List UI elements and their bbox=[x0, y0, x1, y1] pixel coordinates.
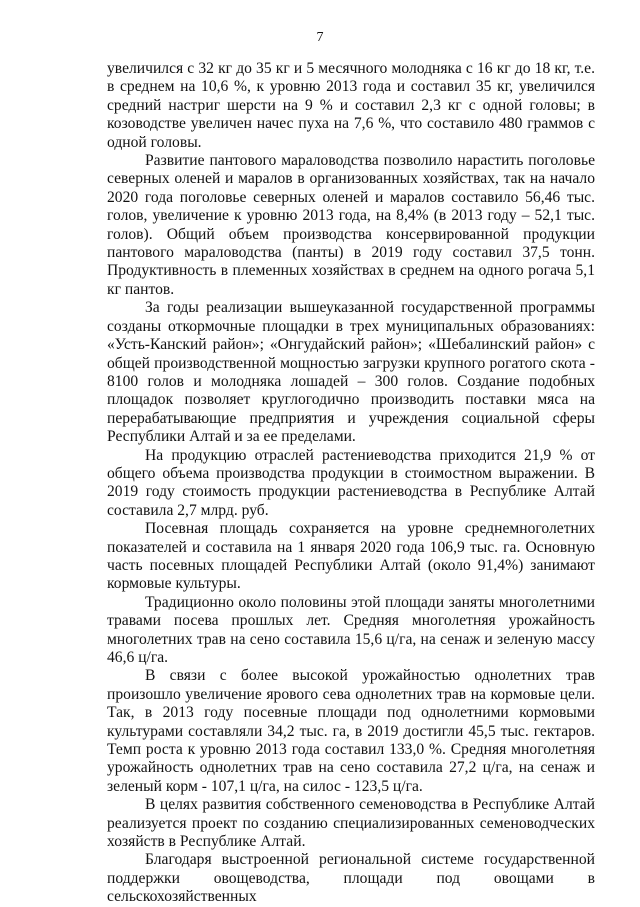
paragraph-antler-deer-breeding: Развитие пантового мараловодства позволило нарастить поголовье северных оленей и маралов в организованных хозяйствах, так на начало 2020 года поголовье северных оленей и маралов составило 56,46 тыс. голов, увеличение к уровню 2013 года, на 8,4% (в 2013 году – 52,1 тыс. голов). Общий объем производства консервированной продукции пантового мараловодства (панты) в 2019 году составил 37,5 тонн. Продуктивность в племенных хозяйствах в среднем на одного рогача 5,1 кг пантов. bbox=[107, 152, 595, 298]
document-body bbox=[107, 60, 595, 907]
paragraph-sown-area: Посевная площадь сохраняется на уровне среднемноголетних показателей и составила на 1 января 2020 года 106,9 тыс. га. Основную часть посевных площадей Республики Алтай (около 91,4%) занимают кормовые культуры. bbox=[107, 520, 595, 593]
paragraph-perennial-grasses: Традиционно около половины этой площади заняты многолетними травами посева прошлых лет. Средняя многолетняя урожайность многолетних трав на сено составила 15,6 ц/га, на сенаж и зеленую массу 46,6 ц/га. bbox=[107, 593, 595, 666]
paragraph-crop-production-share: На продукцию отраслей растениеводства приходится 21,9 % от общего объема производства продукции в стоимостном выражении. В 2019 году стоимость продукции растениеводства в Республике Алтай составила 2,7 млрд. руб. bbox=[107, 446, 595, 519]
paragraph-vegetable-growing: Благодаря выстроенной региональной системе государственной поддержки овощеводства, площади под овощами в сельскохозяйственных bbox=[107, 851, 595, 906]
paragraph-seed-production: В целях развития собственного семеноводства в Республике Алтай реализуется проект по созданию специализированных семеноводческих хозяйств в Республике Алтай. bbox=[107, 796, 595, 851]
paragraph-annual-grasses: В связи с более высокой урожайностью однолетних трав произошло увеличение ярового сева однолетних трав на кормовые цели. Так, в 2013 году посевные площади под однолетними кормовыми культурами составляли 34,2 тыс. га, в 2019 достигли 45,5 тыс. гектаров. Темп роста к уровню 2013 года составил 133,0 %. Средняя многолетняя урожайность однолетних трав на сено составила 27,2 ц/га, на сенаж и зеленый корм - 107,1 ц/га, на силос - 123,5 ц/га. bbox=[107, 667, 595, 795]
paragraph-feedlots: За годы реализации вышеуказанной государственной программы созданы откормочные площадки в трех муниципальных образованиях: «Усть-Канский район»; «Онгудайский район»; «Шебалинский район» с общей производственной мощностью загрузки крупного рогатого скота - 8100 голов и молодняка лошадей – 300 голов. Создание подобных площадок позволяет круглогодично производить поставки мяса на перерабатывающие предприятия и учреждения социальной сферы Республики Алтай и за ее пределами. bbox=[107, 299, 595, 446]
page-number: 7 bbox=[316, 30, 324, 45]
paragraph-continuation: увеличился с 32 кг до 35 кг и 5 месячного молодняка с 16 кг до 18 кг, т.е. в среднем на 10,6 %, к уровню 2013 года и составил 35 кг, увеличился средний настриг шерсти на 9 % и составил 2,3 кг с одной головы; в козоводстве увеличен начес пуха на 7,6 %, что составило 480 граммов с одной головы. bbox=[107, 60, 595, 151]
